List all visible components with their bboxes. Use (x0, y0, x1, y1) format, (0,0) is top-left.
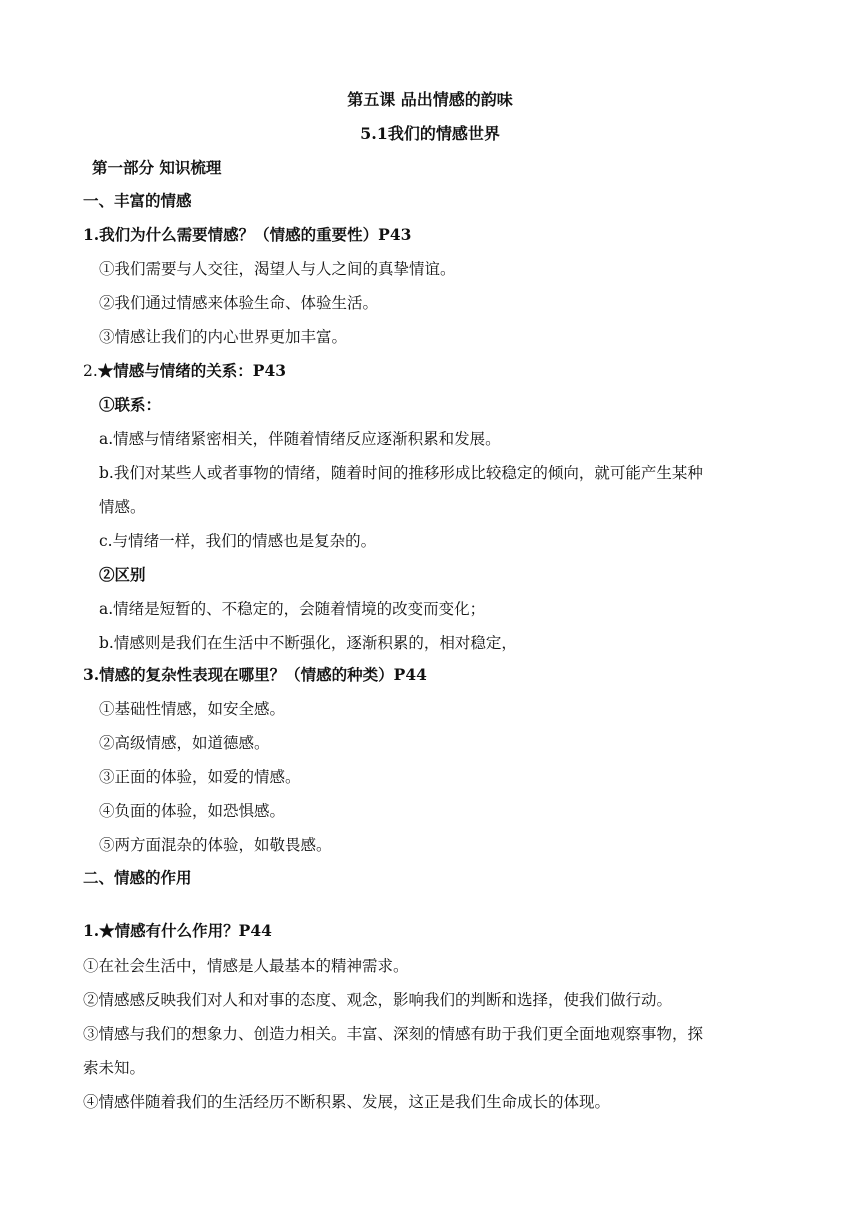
q1-item: ②我们通过情感来体验生命、体验生活。 (99, 294, 379, 312)
diff-item: a.情绪是短暂的、不稳定的，会随着情境的改变而变化； (99, 600, 486, 618)
s2-item: ②情感感反映我们对人和对事的态度、观念，影响我们的判断和选择，使我们做行动。 (83, 991, 673, 1009)
q3-item: ①基础性情感，如安全感。 (99, 700, 286, 718)
q2-title-text: ★情感与情绪的关系：P43 (97, 361, 287, 380)
q2-title (83, 360, 286, 382)
q3-item: ④负面的体验，如恐惧感。 (99, 802, 286, 820)
diff-heading: ②区别 (99, 565, 146, 584)
link-item: 情感。 (99, 498, 146, 516)
section2-heading: 二、情感的作用 (83, 868, 192, 887)
diff-item: b.情感则是我们在生活中不断强化，逐渐积累的，相对稳定， (99, 634, 517, 652)
s2-item: ④情感伴随着我们的生活经历不断积累、发展，这正是我们生命成长的体现。 (83, 1093, 611, 1111)
q1-title: 1.我们为什么需要情感？（情感的重要性）P43 (83, 225, 412, 244)
s2-item: ③情感与我们的想象力、创造力相关。丰富、深刻的情感有助于我们更全面地观察事物，探 (83, 1025, 704, 1043)
q3-item: ②高级情感，如道德感。 (99, 734, 270, 752)
link-item: b.我们对某些人或者事物的情绪，随着时间的推移形成比较稳定的倾向，就可能产生某种 (99, 464, 703, 482)
q3-title: 3.情感的复杂性表现在哪里？（情感的种类）P44 (83, 665, 427, 684)
s2-item: ①在社会生活中，情感是人最基本的精神需求。 (83, 957, 409, 975)
q3-item: ⑤两方面混杂的体验，如敬畏感。 (99, 836, 332, 854)
part-heading: 第一部分 知识梳理 (92, 158, 222, 177)
q1-item: ③情感让我们的内心世界更加丰富。 (99, 328, 348, 346)
q1-item: ①我们需要与人交往，渴望人与人之间的真挚情谊。 (99, 260, 456, 278)
link-heading: ①联系： (99, 395, 162, 414)
q2-number: 2. (83, 362, 98, 380)
link-item: a.情感与情绪紧密相关，伴随着情绪反应逐渐积累和发展。 (99, 430, 501, 448)
lesson-title: 第五课 品出情感的韵味 (347, 90, 513, 109)
section1-heading: 一、丰富的情感 (83, 191, 192, 210)
section-subtitle: 5.1我们的情感世界 (360, 124, 500, 143)
s2-q1-title: 1.★情感有什么作用？P44 (83, 921, 272, 940)
q3-item: ③正面的体验，如爱的情感。 (99, 768, 301, 786)
s2-item: 索未知。 (83, 1059, 146, 1077)
link-item: c.与情绪一样，我们的情感也是复杂的。 (99, 532, 377, 550)
